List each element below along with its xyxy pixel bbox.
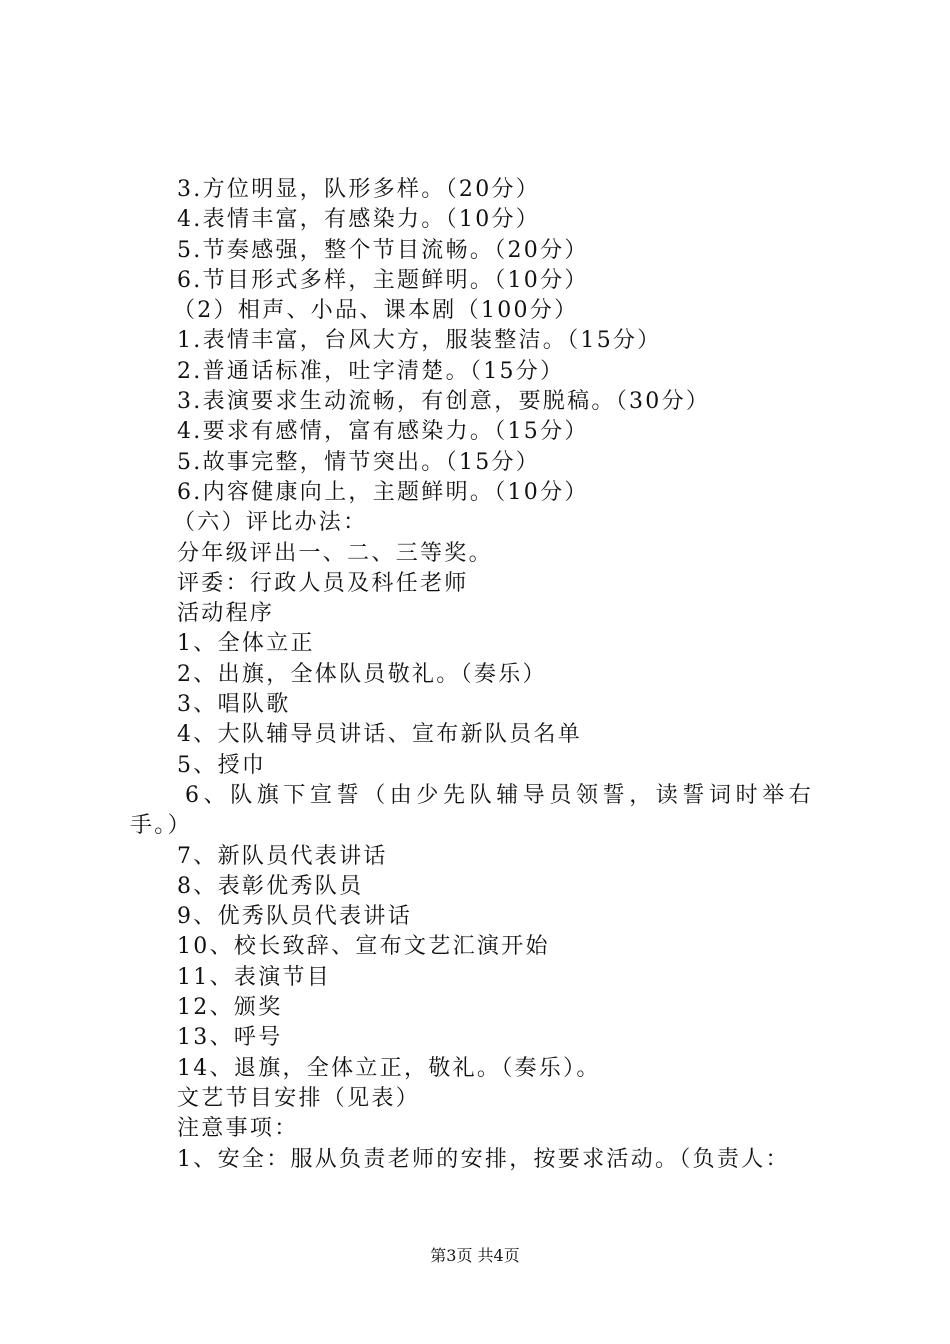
text-line: 4.表情丰富，有感染力。（10分）: [177, 207, 541, 233]
list-item: 12、颁奖: [177, 995, 283, 1021]
text-line: 6.节目形式多样，主题鲜明。（10分）: [177, 267, 589, 293]
list-item: 1、安全：服从负责老师的安排，按要求活动。（负责人：: [177, 1146, 790, 1172]
text-line: 4.要求有感情，富有感染力。（15分）: [177, 419, 589, 445]
text-line: 1.表情丰富，台风大方，服装整洁。（15分）: [177, 328, 662, 354]
text-line: 5.节奏感强，整个节目流畅。（20分）: [177, 237, 589, 263]
list-item: 5、授巾: [177, 752, 267, 778]
list-item: 3、唱队歌: [177, 692, 291, 718]
text-line: 3.方位明显，队形多样。（20分）: [177, 177, 541, 202]
text-line: 评委：行政人员及科任老师: [177, 570, 469, 596]
document-body: [130, 175, 835, 1175]
section-heading: （2）相声、小品、课本剧（100分）: [173, 298, 579, 324]
page-number: 第3页 共4页: [430, 1246, 520, 1265]
list-item: 14、退旗，全体立正，敬礼。（奏乐）。: [177, 1055, 601, 1081]
text-line: 3.表演要求生动流畅，有创意，要脱稿。（30分）: [177, 389, 711, 415]
list-item: 6、队旗下宣誓（由少先队辅导员领誓，读誓词时举右: [185, 782, 816, 808]
list-item: 2、出旗，全体队员敬礼。（奏乐）: [177, 661, 547, 687]
section-heading: 活动程序: [177, 601, 275, 627]
section-heading: 注意事项：: [177, 1116, 299, 1142]
text-line: 6.内容健康向上，主题鲜明。（10分）: [177, 479, 589, 505]
text-line: 2.普通话标准，吐字清楚。（15分）: [177, 358, 565, 384]
list-item: 11、表演节目: [177, 964, 332, 990]
list-item: 7、新队员代表讲话: [177, 843, 388, 869]
section-heading: 文艺节目安排（见表）: [177, 1085, 421, 1111]
text-line: 分年级评出一、二、三等奖。: [177, 540, 493, 566]
list-item-continuation: 手。）: [130, 813, 192, 839]
list-item: 13、呼号: [177, 1025, 283, 1051]
list-item: 10、校长致辞、宣布文艺汇演开始: [177, 934, 550, 960]
list-item: 4、大队辅导员讲话、宣布新队员名单: [177, 722, 583, 748]
text-line: 5.故事完整，情节突出。（15分）: [177, 449, 541, 475]
list-item: 8、表彰优秀队员: [177, 873, 364, 899]
list-item: 9、优秀队员代表讲话: [177, 904, 412, 930]
section-heading: （六）评比办法：: [173, 510, 368, 536]
list-item: 1、全体立正: [177, 631, 315, 657]
